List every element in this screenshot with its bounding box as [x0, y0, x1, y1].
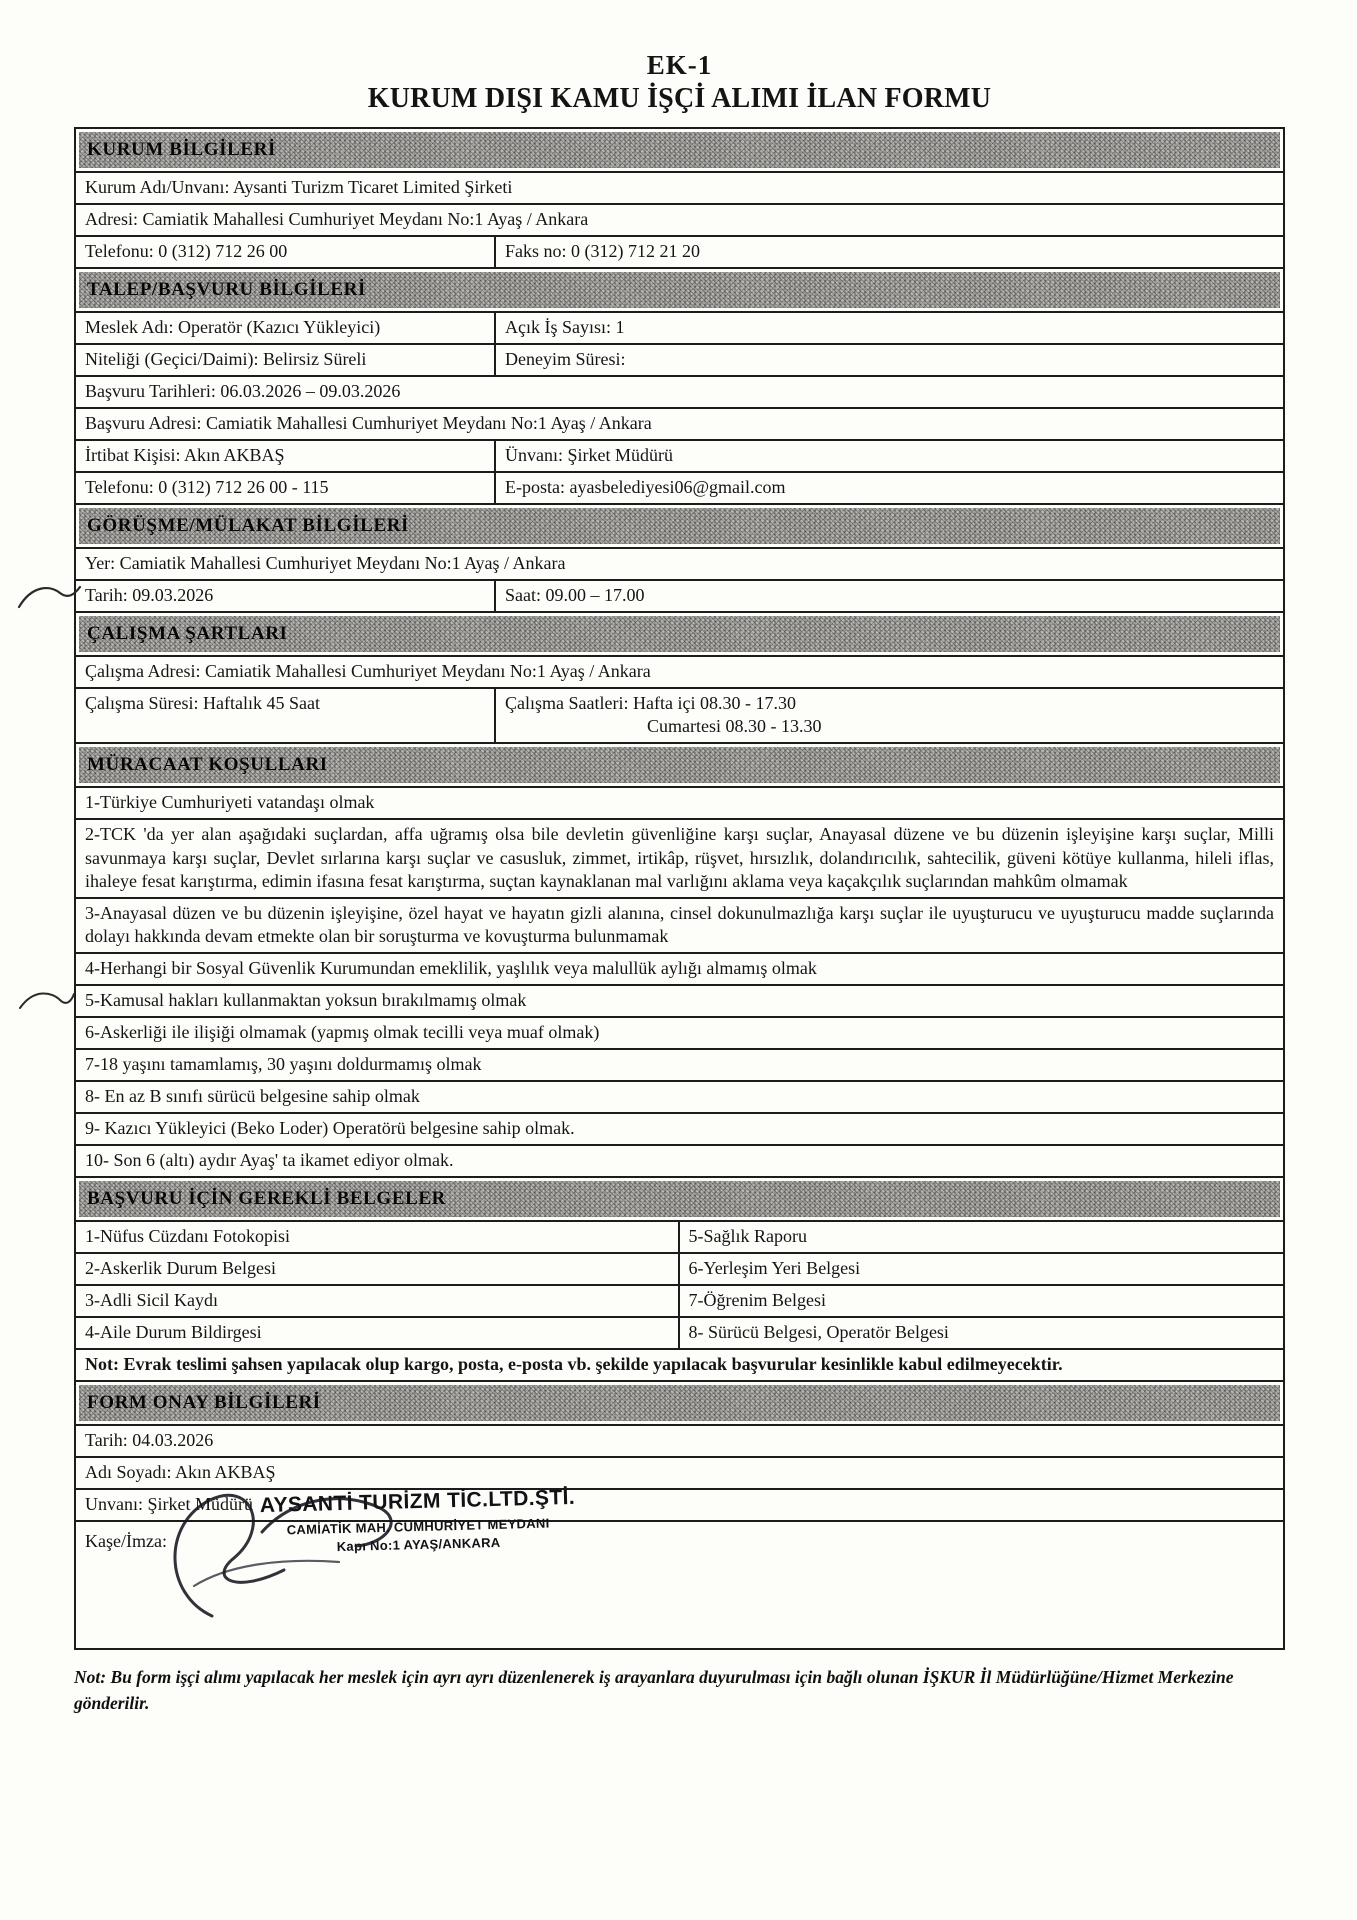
handwritten-mark — [16, 581, 82, 615]
row-basvuru-tarihleri — [76, 377, 1283, 409]
section-row-calisma-sartlari — [76, 613, 1283, 657]
belge-item-2: 2-Askerlik Durum Belgesi — [76, 1254, 680, 1284]
row-kosul-3 — [76, 899, 1283, 954]
kosul-item-9: 9- Kazıcı Yükleyici (Beko Loder) Operatörü belgesine sahip olmak. — [85, 1117, 575, 1138]
belge-item-8: 8- Sürücü Belgesi, Operatör Belgesi — [688, 1321, 949, 1342]
field-talep-telefon: Telefonu: 0 (312) 712 26 00 - 115 — [76, 473, 496, 503]
field-irtibat-kisisi: İrtibat Kişisi: Akın AKBAŞ — [76, 441, 496, 471]
field-kurum-adres: Adresi: Camiatik Mahallesi Cumhuriyet Meydanı No:1 Ayaş / Ankara — [85, 209, 589, 230]
stamp-company-name: AYSANTİ TURİZM TİC.LTD.ŞTİ. — [259, 1485, 576, 1518]
row-kosul-7 — [76, 1050, 1283, 1082]
kosul-item-7: 7-18 yaşını tamamlamış, 30 yaşını doldurmamış olmak — [85, 1053, 482, 1074]
row-basvuru-adresi — [76, 409, 1283, 441]
calisma-saatleri-line1: Çalışma Saatleri: Hafta içi 08.30 - 17.30 — [505, 693, 796, 714]
footer-note: Not: Bu form işçi alımı yapılacak her meslek için ayrı ayrı düzenlenerek iş arayanlara duyurulması için bağlı olunan İŞKUR İl Müdürlüğüne/Hizmet Merkezine gönderilir. — [74, 1667, 1234, 1714]
field-basvuru-adresi: Başvuru Adresi: Camiatik Mahallesi Cumhuriyet Meydanı No:1 Ayaş / Ankara — [85, 413, 652, 434]
row-calisma-suresi-saatleri — [76, 689, 1283, 744]
belge-item-7: 7-Öğrenim Belgesi — [688, 1289, 826, 1310]
row-irtibat-kisisi — [76, 441, 1283, 473]
row-belge-4-8 — [76, 1318, 1283, 1350]
field-calisma-saatleri — [496, 689, 1283, 742]
section-header-calisma-sartlari: ÇALIŞMA ŞARTLARI — [79, 616, 1280, 652]
section-header-gorusme-mulakat: GÖRÜŞME/MÜLAKAT BİLGİLERİ — [79, 508, 1280, 544]
row-kurum-adres — [76, 205, 1283, 237]
row-kurum-adi — [76, 173, 1283, 205]
stamp-address-line: CAMİATİK MAH. CUMHURİYET MEYDANI — [286, 1515, 550, 1538]
field-onay-unvani: Unvanı: Şirket Müdürü — [85, 1494, 253, 1515]
row-meslek-adi — [76, 313, 1283, 345]
row-belge-2-6 — [76, 1254, 1283, 1286]
belge-item-6: 6-Yerleşim Yeri Belgesi — [688, 1257, 861, 1278]
field-gorusme-tarih: Tarih: 09.03.2026 — [76, 581, 496, 611]
row-kosul-10 — [76, 1146, 1283, 1178]
field-meslek-adi: Meslek Adı: Operatör (Kazıcı Yükleyici) — [76, 313, 496, 343]
kosul-item-4: 4-Herhangi bir Sosyal Güvenlik Kurumundan emeklilik, yaşlılık veya malullük aylığı almamış olmak — [85, 957, 817, 978]
field-irtibat-unvani: Ünvanı: Şirket Müdürü — [505, 445, 674, 466]
field-kurum-telefon: Telefonu: 0 (312) 712 26 00 — [76, 237, 496, 267]
belge-item-4: 4-Aile Durum Bildirgesi — [76, 1318, 680, 1348]
field-niteligi: Niteliği (Geçici/Daimi): Belirsiz Süreli — [76, 345, 496, 375]
section-row-talep-basvuru — [76, 269, 1283, 313]
row-belge-3-7 — [76, 1286, 1283, 1318]
form-table — [74, 127, 1285, 1650]
field-kurum-adi: Kurum Adı/Unvanı: Aysanti Turizm Ticaret Limited Şirketi — [85, 177, 513, 197]
field-onay-tarih: Tarih: 04.03.2026 — [85, 1430, 214, 1450]
row-niteligi — [76, 345, 1283, 377]
field-calisma-suresi: Çalışma Süresi: Haftalık 45 Saat — [76, 689, 496, 742]
row-kosul-5 — [76, 986, 1283, 1018]
section-header-kurum-bilgileri: KURUM BİLGİLERİ — [79, 132, 1280, 168]
kosul-item-2: 2-TCK 'da yer alan aşağıdaki suçlardan, affa uğramış olsa bile devletin güvenliğine karşı suçlar, Anayasal düzene ve bu düzenin işleyişine karşı suçlar, Milli savunmaya karşı suçlar, Devlet sırlarına karşı suçlar ve casusluk, zimmet, irtikâp, rüşvet, hırsızlık, dolandırıcılık, sahtecilik, güveni kötüye kullanma, hileli iflas, ihaleye fesat karıştırma, edimin ifasına fesat karıştırma, suçtan kaynaklanan mal varlığını aklama veya kaçakçılık suçlarından mahkûm olmamak — [85, 824, 1274, 891]
row-kosul-9 — [76, 1114, 1283, 1146]
title-block — [74, 50, 1285, 115]
row-kosul-4 — [76, 954, 1283, 986]
page-title: KURUM DIŞI KAMU İŞÇİ ALIMI İLAN FORMU — [367, 83, 992, 114]
handwritten-mark — [16, 986, 76, 1016]
row-kosul-1 — [76, 788, 1283, 820]
field-onay-adi-soyadi: Adı Soyadı: Akın AKBAŞ — [85, 1462, 276, 1483]
section-header-form-onay: FORM ONAY BİLGİLERİ — [79, 1385, 1280, 1421]
kosul-item-6: 6-Askerliği ile ilişiği olmamak (yapmış olmak tecilli veya muaf olmak) — [85, 1021, 600, 1042]
field-basvuru-tarihleri: Başvuru Tarihleri: 06.03.2026 – 09.03.2026 — [85, 381, 401, 402]
section-row-kurum-bilgileri — [76, 129, 1283, 173]
calisma-saatleri-line2: Cumartesi 08.30 - 13.30 — [647, 716, 822, 737]
section-header-talep-basvuru: TALEP/BAŞVURU BİLGİLERİ — [79, 272, 1280, 308]
field-calisma-adresi: Çalışma Adresi: Camiatik Mahallesi Cumhuriyet Meydanı No:1 Ayaş / Ankara — [85, 661, 651, 682]
section-row-gorusme-mulakat — [76, 505, 1283, 549]
stamp-city-line: Kapı No:1 AYAŞ/ANKARA — [336, 1534, 501, 1555]
kosul-item-1: 1-Türkiye Cumhuriyeti vatandaşı olmak — [85, 792, 375, 813]
field-kurum-faks: Faks no: 0 (312) 712 21 20 — [505, 241, 701, 262]
belge-item-1: 1-Nüfus Cüzdanı Fotokopisi — [76, 1222, 680, 1252]
field-kase-imza-label: Kaşe/İmza: — [85, 1531, 167, 1552]
row-kosul-8 — [76, 1082, 1283, 1114]
form-code: EK-1 — [646, 50, 713, 80]
row-kosul-2 — [76, 820, 1283, 898]
belgeler-not: Not: Evrak teslimi şahsen yapılacak olup kargo, posta, e-posta vb. şekilde yapılacak başvurular kesinlikle kabul edilmeyecektir. — [85, 1353, 1063, 1374]
row-calisma-adresi — [76, 657, 1283, 689]
field-gorusme-yer: Yer: Camiatik Mahallesi Cumhuriyet Meydanı No:1 Ayaş / Ankara — [85, 553, 566, 574]
field-acik-is-sayisi: Açık İş Sayısı: 1 — [505, 317, 625, 338]
section-header-muracaat-kosullari: MÜRACAAT KOŞULLARI — [79, 747, 1280, 783]
kosul-item-10: 10- Son 6 (altı) aydır Ayaş' ta ikamet ediyor olmak. — [85, 1149, 454, 1170]
field-talep-eposta: E-posta: ayasbelediyesi06@gmail.com — [505, 477, 786, 498]
kosul-item-8: 8- En az B sınıfı sürücü belgesine sahip olmak — [85, 1085, 420, 1106]
signature — [134, 1466, 494, 1646]
row-gorusme-tarih-saat — [76, 581, 1283, 613]
field-gorusme-saat: Saat: 09.00 – 17.00 — [505, 585, 645, 606]
section-row-gerekli-belgeler — [76, 1178, 1283, 1222]
belge-item-3: 3-Adli Sicil Kaydı — [76, 1286, 680, 1316]
belge-item-5: 5-Sağlık Raporu — [688, 1225, 807, 1246]
row-onay-tarih — [76, 1426, 1283, 1458]
row-belgeler-not — [76, 1350, 1283, 1382]
kosul-item-3: 3-Anayasal düzen ve bu düzenin işleyişine, özel hayat ve hayatın gizli alanına, cinsel dokunulmazlığa karşı suçlar ile uyuşturucu ve uyuşturucu madde suçlarında dolayı hakkında devam etmekte olan bir soruşturma ve kovuşturma bulunmamak — [85, 902, 1274, 946]
section-row-form-onay — [76, 1382, 1283, 1426]
kosul-item-5: 5-Kamusal hakları kullanmaktan yoksun bırakılmamış olmak — [85, 989, 527, 1010]
section-header-gerekli-belgeler: BAŞVURU İÇİN GEREKLİ BELGELER — [79, 1181, 1280, 1217]
row-belge-1-5 — [76, 1222, 1283, 1254]
row-kurum-telefon-faks — [76, 237, 1283, 269]
row-kosul-6 — [76, 1018, 1283, 1050]
field-deneyim-suresi: Deneyim Süresi: — [505, 349, 626, 370]
section-row-muracaat-kosullari — [76, 744, 1283, 788]
row-gorusme-yer — [76, 549, 1283, 581]
row-talep-telefon-eposta — [76, 473, 1283, 505]
